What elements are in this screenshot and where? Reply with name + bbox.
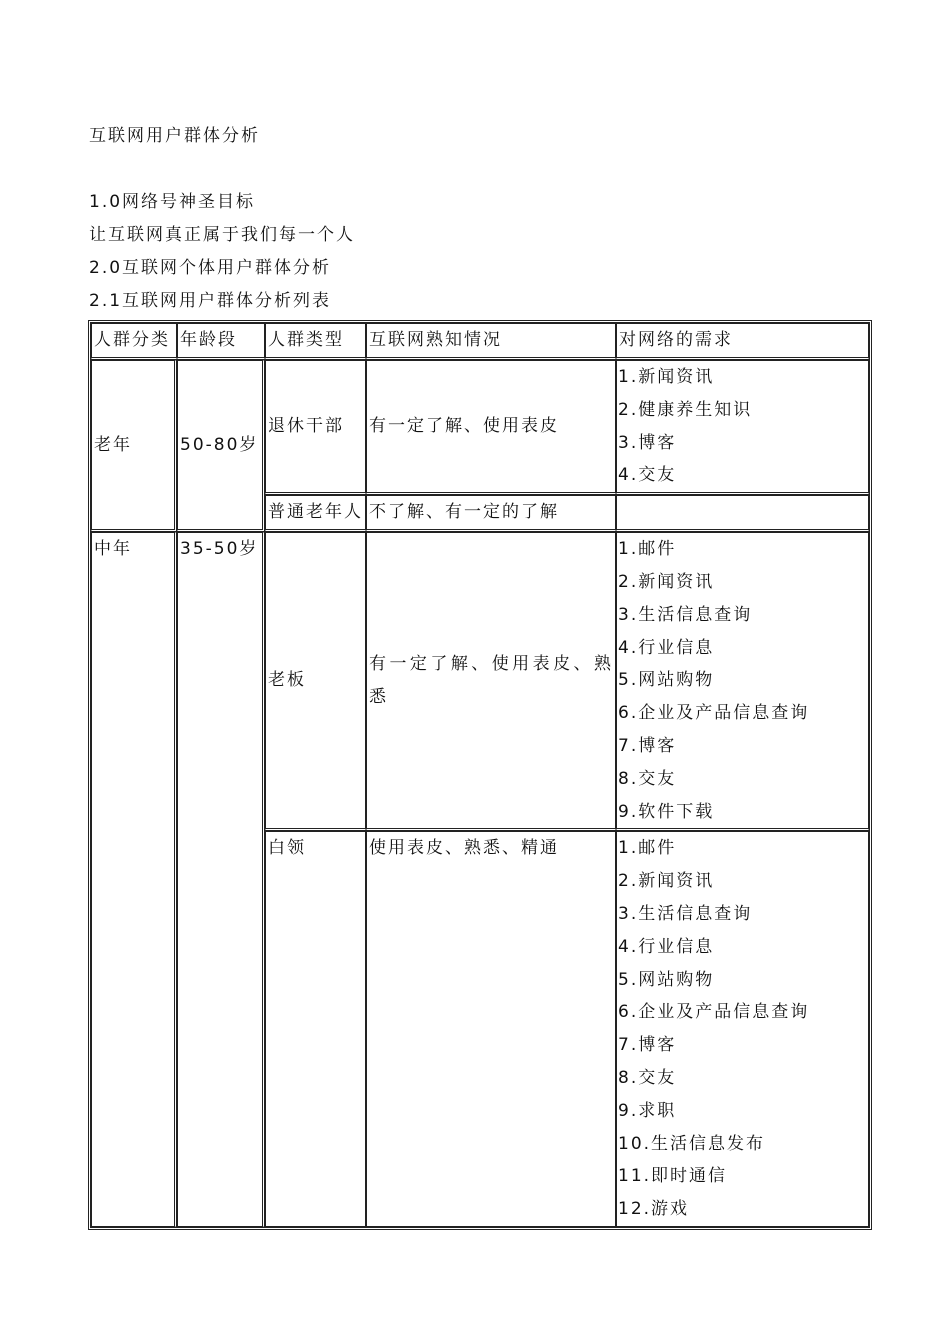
table-header-row — [91, 323, 869, 360]
need-item: 3.生活信息查询 — [618, 903, 753, 924]
category-cell: 老年 — [91, 360, 177, 532]
category-cell: 中年 — [91, 532, 177, 1227]
header-category: 人群分类 — [91, 323, 177, 360]
familiarity-cell: 不了解、有一定的了解 — [366, 495, 616, 532]
type-cell: 白领 — [265, 831, 366, 1227]
mission-statement: 让互联网真正属于我们每一个人 — [89, 225, 355, 245]
needs-cell — [616, 831, 869, 1227]
need-item: 2.新闻资讯 — [618, 571, 715, 592]
need-item: 4.交友 — [618, 465, 677, 486]
type-cell: 退休干部 — [265, 360, 366, 495]
need-item: 4.行业信息 — [618, 936, 715, 957]
need-item: 2.新闻资讯 — [618, 871, 715, 892]
need-item: 8.交友 — [618, 768, 677, 789]
need-item: 9.软件下载 — [618, 801, 715, 822]
needs-cell — [616, 532, 869, 831]
need-item: 12.游戏 — [618, 1199, 690, 1220]
section-heading-2: 2.0互联网个体用户群体分析 — [89, 258, 332, 278]
need-item: 7.博客 — [618, 1035, 677, 1056]
needs-cell — [616, 495, 869, 532]
need-item: 3.博客 — [618, 432, 677, 453]
age-cell: 50-80岁 — [177, 360, 265, 532]
need-item: 5.网站购物 — [618, 969, 715, 990]
need-item: 8.交友 — [618, 1067, 677, 1088]
type-cell: 老板 — [265, 532, 366, 831]
familiarity-cell: 有一定了解、使用表皮、熟悉 — [366, 532, 616, 831]
header-familiarity: 互联网熟知情况 — [366, 323, 616, 360]
need-item: 7.博客 — [618, 735, 677, 756]
header-needs: 对网络的需求 — [616, 323, 869, 360]
familiarity-cell: 使用表皮、熟悉、精通 — [366, 831, 616, 1227]
type-cell: 普通老年人 — [265, 495, 366, 532]
need-item: 6.企业及产品信息查询 — [618, 703, 810, 724]
section-heading-3: 2.1互联网用户群体分析列表 — [89, 291, 332, 311]
need-item: 1.邮件 — [618, 838, 677, 859]
header-age: 年龄段 — [177, 323, 265, 360]
need-item: 6.企业及产品信息查询 — [618, 1002, 810, 1023]
needs-cell — [616, 360, 869, 495]
need-item: 10.生活信息发布 — [618, 1133, 766, 1154]
header-type: 人群类型 — [265, 323, 366, 360]
need-item: 1.新闻资讯 — [618, 367, 715, 387]
age-cell: 35-50岁 — [177, 532, 265, 1227]
need-item: 3.生活信息查询 — [618, 604, 753, 625]
document-title: 互联网用户群体分析 — [89, 126, 260, 146]
need-item: 4.行业信息 — [618, 637, 715, 658]
need-item: 11.即时通信 — [618, 1166, 728, 1187]
familiarity-cell: 有一定了解、使用表皮 — [366, 360, 616, 495]
user-group-table — [88, 320, 872, 1230]
need-item: 9.求职 — [618, 1100, 677, 1121]
section-heading-1: 1.0网络号神圣目标 — [89, 192, 256, 212]
table-row — [91, 360, 869, 495]
need-item: 2.健康养生知识 — [618, 399, 753, 420]
table-row — [91, 532, 869, 831]
need-item: 1.邮件 — [618, 539, 677, 560]
need-item: 5.网站购物 — [618, 670, 715, 691]
